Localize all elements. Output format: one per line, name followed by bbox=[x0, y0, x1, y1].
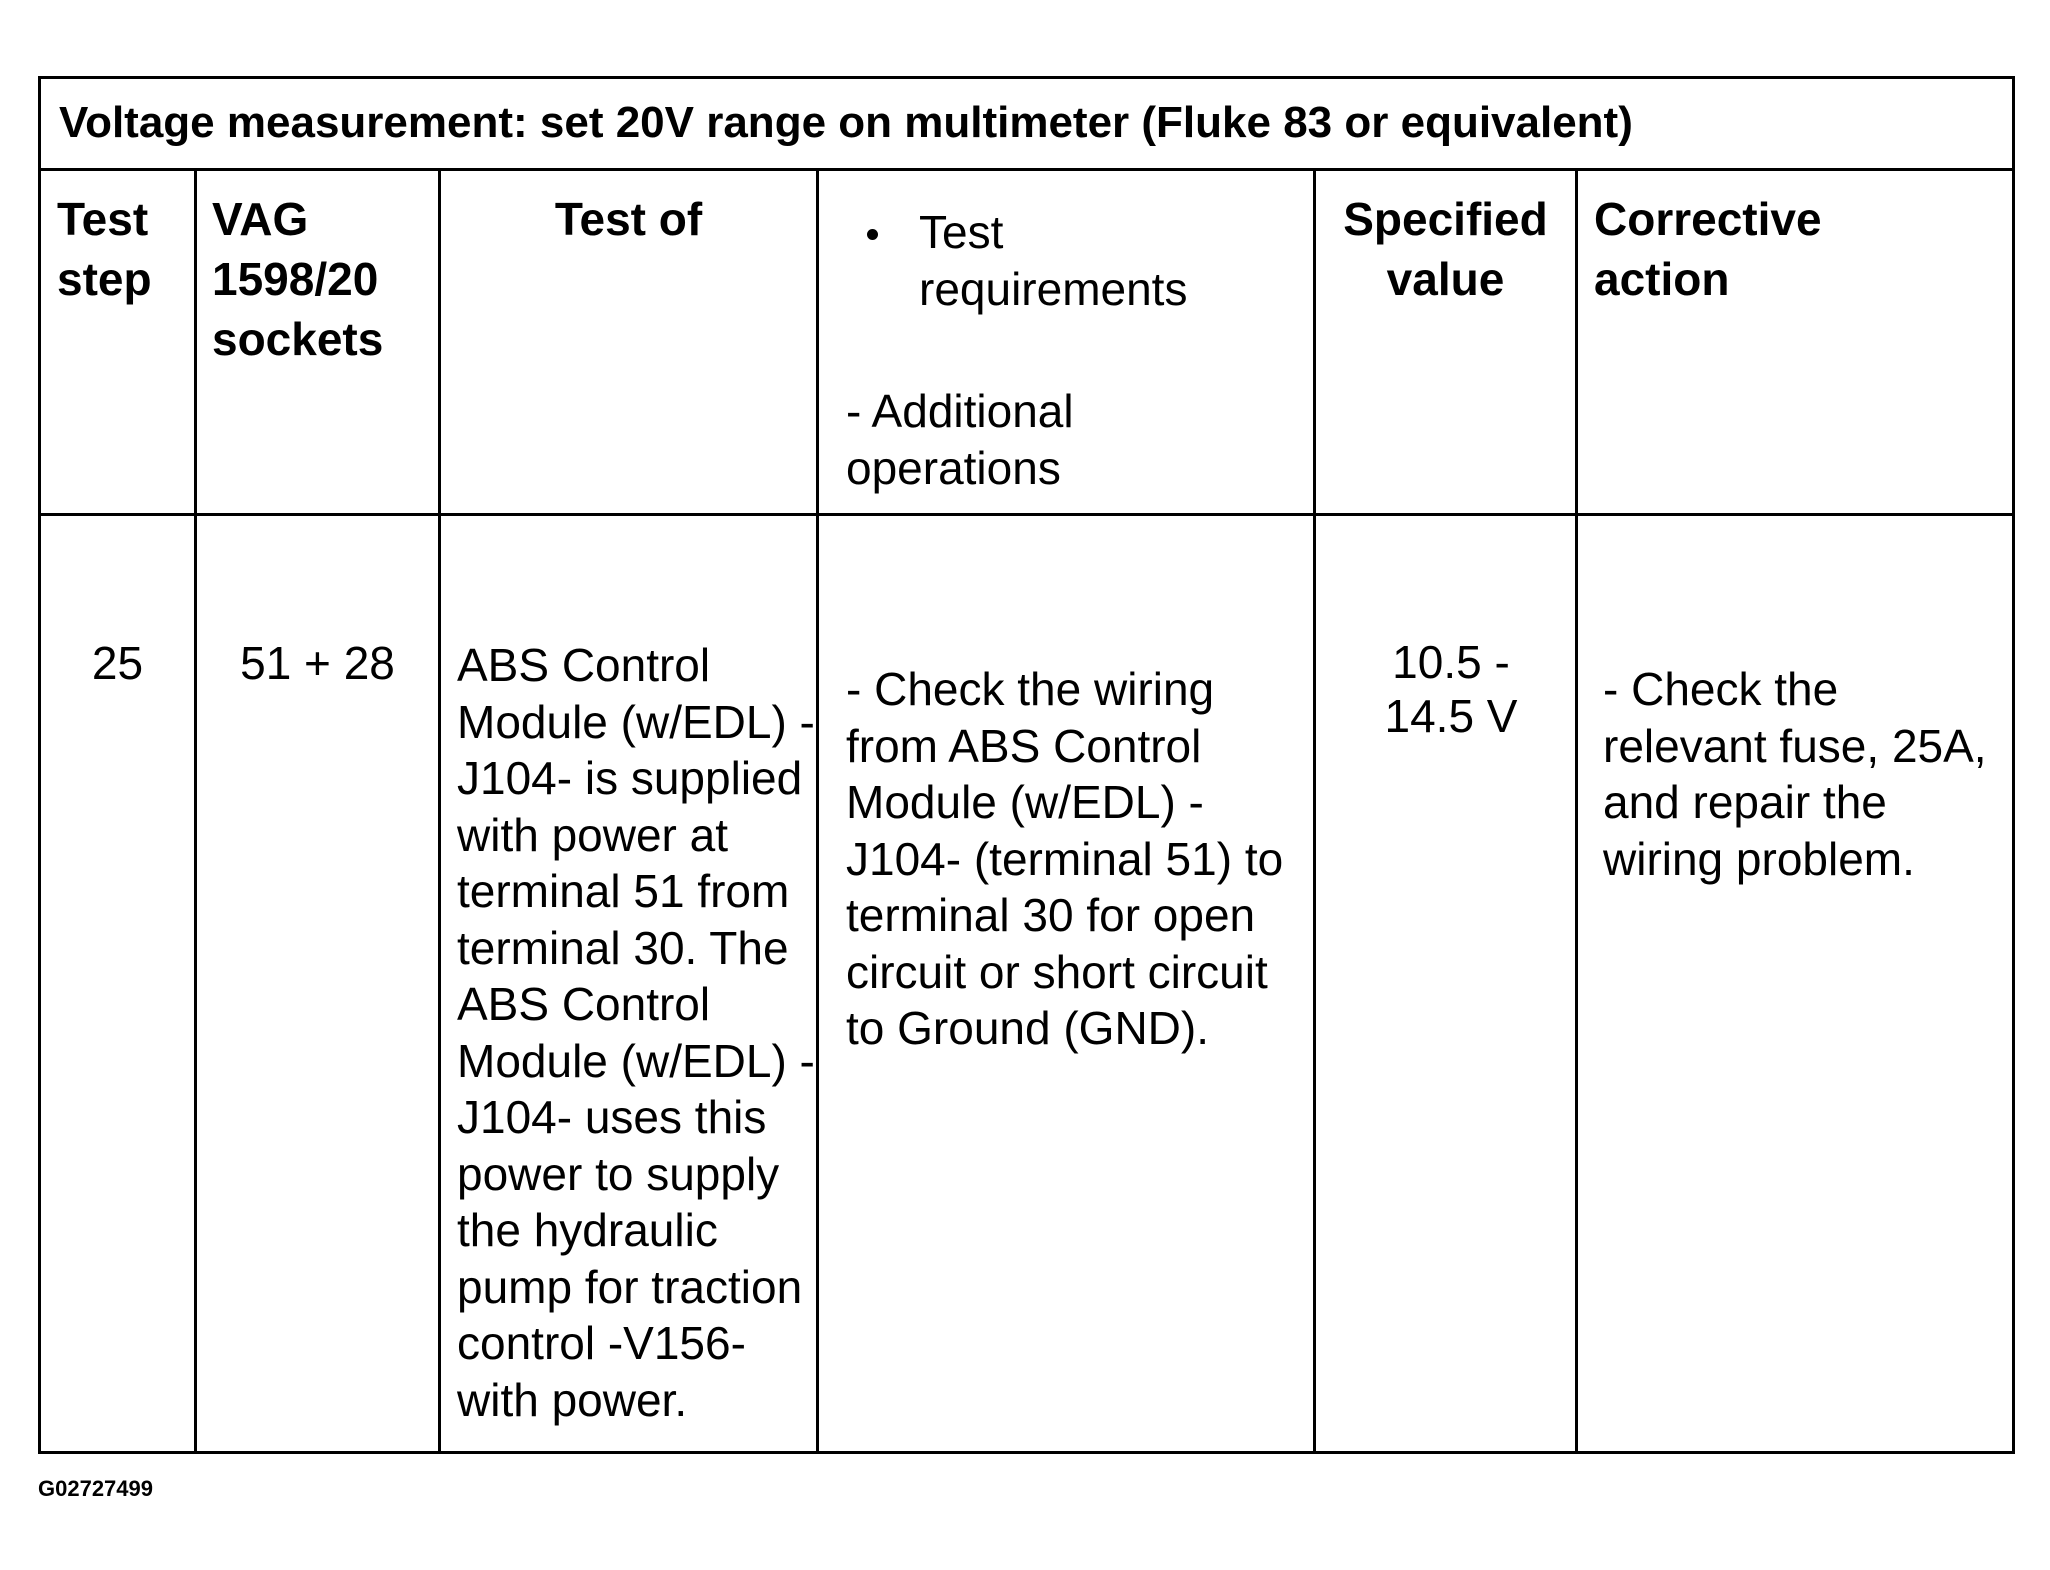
cell-specified-value: 10.5 - 14.5 V bbox=[1384, 636, 1518, 742]
header-additional-operations: - Additional operations bbox=[846, 385, 1074, 494]
header-test-requirements: Test requirements bbox=[919, 206, 1188, 315]
header-test-step: Test step bbox=[57, 193, 152, 305]
column-specified-value bbox=[1313, 171, 1575, 1451]
table-title: Voltage measurement: set 20V range on multimeter (Fluke 83 or equivalent) bbox=[59, 98, 1633, 147]
figure-id: G02727499 bbox=[38, 1476, 153, 1501]
cell-requirements: - Check the wiring from ABS Control Module (w/EDL) -J104- (terminal 51) to terminal 30 for open circuit or short circuit to Ground (GND). bbox=[846, 663, 1284, 1054]
column-test-step bbox=[41, 171, 194, 1451]
cell-sockets: 51 + 28 bbox=[240, 637, 395, 689]
column-sockets bbox=[194, 171, 438, 1451]
header-divider bbox=[41, 513, 2012, 516]
column-test-of bbox=[438, 171, 816, 1451]
cell-test-step: 25 bbox=[91, 637, 144, 689]
voltage-test-table bbox=[38, 76, 2015, 1454]
cell-test-of: ABS Control Module (w/EDL) -J104- is supplied with power at terminal 51 from terminal 30. The ABS Control Module (w/EDL) -J104- uses this power to supply the hydraulic pump for traction control -V156- with power. bbox=[457, 639, 815, 1426]
header-test-of: Test of bbox=[554, 193, 703, 245]
column-corrective-action bbox=[1575, 171, 2012, 1451]
cell-corrective-action: - Check the relevant fuse, 25A, and repair the wiring problem. bbox=[1603, 663, 1987, 885]
header-corrective-action: Corrective action bbox=[1594, 193, 1822, 305]
column-requirements bbox=[816, 171, 1313, 1451]
table-title-row bbox=[41, 79, 2012, 171]
bullet-icon bbox=[867, 229, 878, 240]
header-sockets: VAG 1598/20 sockets bbox=[212, 193, 384, 365]
header-specified-value: Specified value bbox=[1343, 193, 1548, 305]
